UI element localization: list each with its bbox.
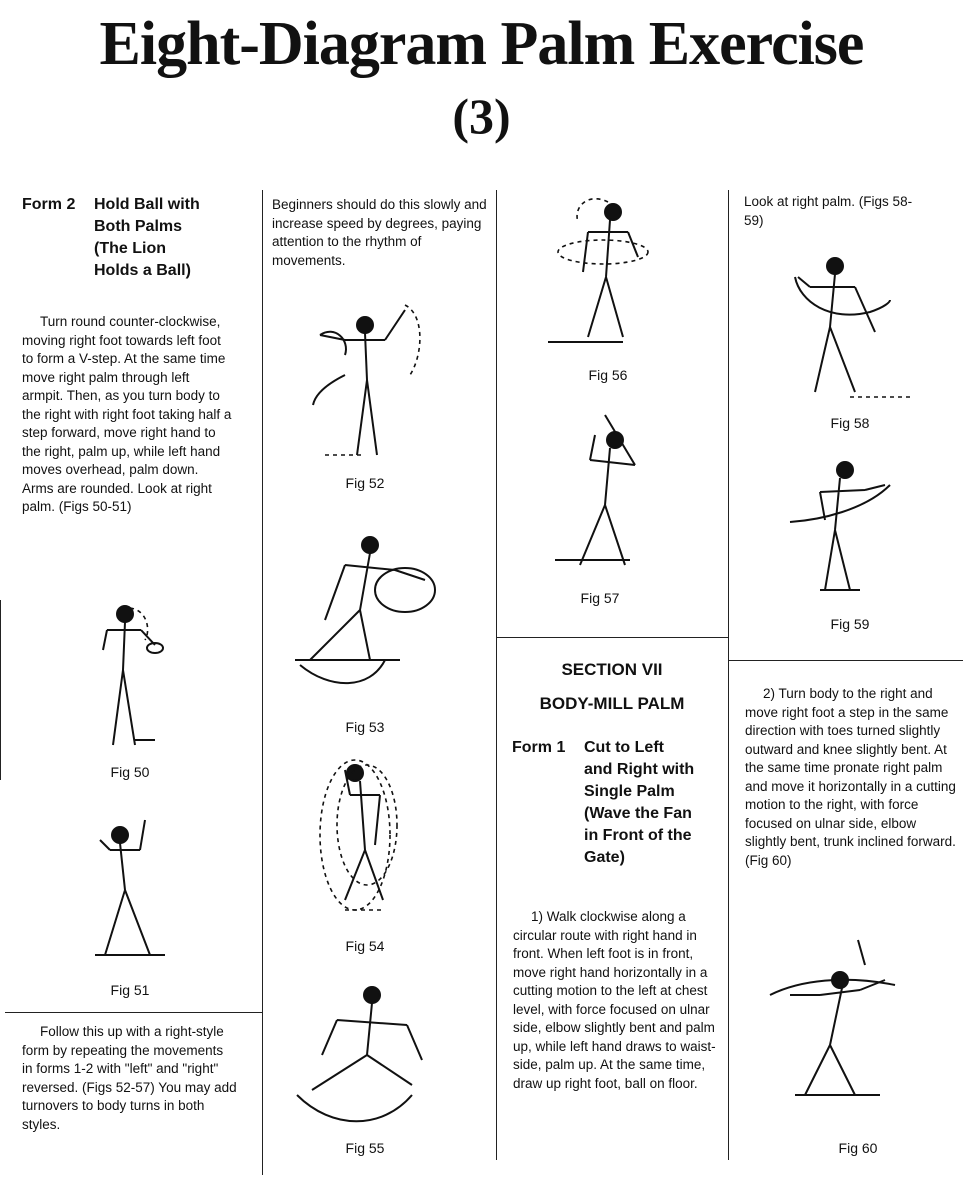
figure-54-caption: Fig 54 [345, 938, 385, 954]
page-title: Eight-Diagram Palm Exercise [99, 10, 864, 78]
figure-50-caption: Fig 50 [110, 764, 150, 780]
form2-title-line: Holds a Ball) [94, 262, 191, 279]
form1-title [584, 737, 694, 869]
section-label: SECTION VII [561, 660, 663, 679]
look-right-palm-paragraph: Look at right palm. (Figs 58-59) [744, 194, 913, 228]
figure-54-illustration [305, 755, 425, 920]
form1-title-line: and Right with [584, 761, 695, 778]
figure-50-illustration [85, 600, 175, 750]
form2-number: Form 2 [22, 196, 76, 213]
divider-col3-section [496, 637, 728, 638]
section-title: BODY-MILL PALM [539, 694, 685, 713]
figure-53-illustration [290, 530, 440, 695]
form1-title-line: Single Palm [584, 783, 675, 800]
figure-52-caption: Fig 52 [345, 475, 385, 491]
divider-col1-col2 [262, 190, 263, 1175]
figure-56-caption: Fig 56 [588, 367, 628, 383]
divider-col4-mid [728, 660, 963, 661]
form2-title-line: Both Palms [94, 218, 183, 235]
form1-title-line: Gate) [584, 849, 625, 866]
turn-body-paragraph: 2) Turn body to the right and move right foot a step in the same direction with toes turned slightly outward and knee slightly bent. At the same time pronate right palm and move it horizontally in a cutting motion to the right, with force focused on ulnar side, elbow slightly bent, trunk inclined forward. (Fig 60) [745, 686, 956, 868]
form2-title-line: (The Lion [94, 240, 166, 257]
form1-title-line: Cut to Left [584, 739, 664, 756]
figure-56-illustration [548, 192, 668, 352]
figure-55-illustration [292, 980, 442, 1130]
form1-heading [512, 737, 727, 869]
figure-58-caption: Fig 58 [830, 415, 870, 431]
divider-left-edge [0, 600, 1, 780]
figure-52-illustration [305, 295, 435, 465]
figure-59-illustration [790, 460, 900, 600]
divider-col1-bottom [5, 1012, 262, 1013]
form2-paragraph: Turn round counter-clockwise, moving right foot towards left foot to form a V-step. At the same time move right palm through left armpit. Then, as you turn body to the right with right foot taking half a step forward, move right hand to the right, palm up, while left hand moves overhead, palm down. Arms are rounded. Look at right palm. (Figs 50-51) [22, 314, 232, 514]
form1-number: Form 1 [512, 739, 566, 756]
figure-51-caption: Fig 51 [110, 982, 150, 998]
figure-57-caption: Fig 57 [580, 590, 620, 606]
right-style-paragraph: Follow this up with a right-style form by repeating the movements in forms 1-2 with "left" and "right" reversed. (Figs 52-57) You may add turnovers to body turns in both styles. [22, 1024, 237, 1132]
figure-60-illustration [770, 940, 910, 1110]
form1-paragraph: 1) Walk clockwise along a circular route with right hand in front. When left foot is in front, move right hand horizontally in a cutting motion to the left at chest level, with force focused on ulnar side, elbow slightly bent and palm up, while left hand draws to waist-side, palm up. At the same time, draw up right foot, ball on floor. [513, 909, 716, 1091]
form1-title-line: (Wave the Fan [584, 805, 692, 822]
figure-53-caption: Fig 53 [345, 719, 385, 735]
beginners-paragraph: Beginners should do this slowly and increase speed by degrees, paying attention to the rhythm of movements. [272, 197, 487, 268]
figure-60-caption: Fig 60 [838, 1140, 878, 1156]
figure-59-caption: Fig 59 [830, 616, 870, 632]
figure-51-illustration [90, 805, 180, 960]
figure-58-illustration [790, 252, 925, 402]
divider-col3-col4 [728, 190, 729, 1160]
figure-55-caption: Fig 55 [345, 1140, 385, 1156]
form2-title [94, 194, 200, 282]
form2-title-line: Hold Ball with [94, 196, 200, 213]
form1-title-line: in Front of the [584, 827, 692, 844]
figure-57-illustration [550, 410, 650, 575]
form2-heading [22, 194, 257, 282]
page-subtitle: (3) [452, 88, 511, 144]
